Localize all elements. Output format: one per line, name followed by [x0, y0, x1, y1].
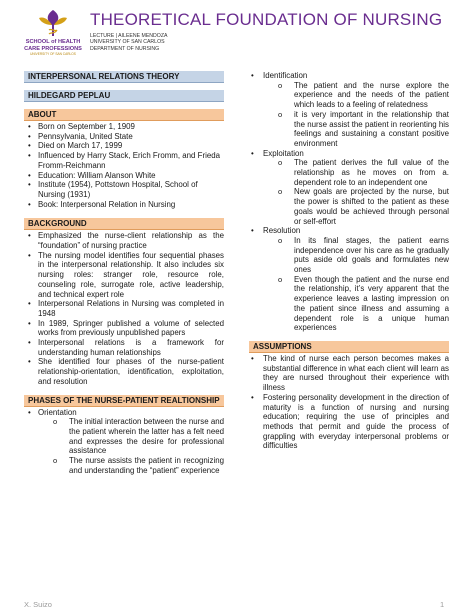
phase-orientation-label: Orientation [38, 407, 77, 417]
list-item: • Died on March 17, 1999 [24, 141, 224, 151]
logo-line-2: CARE PROFESSIONS [24, 46, 82, 53]
list-item: • Interpersonal Relations in Nursing was completed in 1948 [24, 299, 224, 318]
list-item: o The patient and the nurse explore the experience and the needs of the patient which leads to a feeling of relatedness [277, 81, 449, 110]
school-logo [20, 8, 86, 64]
list-item: • The nursing model identifies four sequential phases in the interpersonal relationship. It also includes six nursing roles: stranger role, resource role, counseling role, surrogate role, active leadership, and technical expert role [24, 251, 224, 300]
list-item [24, 408, 224, 476]
footer-author: X. Suizo [24, 600, 52, 609]
phase-identification-label: Identification [263, 71, 308, 80]
list-item: • Born on September 1, 1909 [24, 122, 224, 132]
list-item: • Education: William Alanson White [24, 171, 224, 181]
meta-lecture: LECTURE | AILEENE MENDOZA [90, 33, 168, 39]
phases-list [24, 408, 224, 476]
section-about-heading: ABOUT [24, 109, 224, 121]
meta-university: UNIVERSITY OF SAN CARLOS [90, 39, 165, 46]
list-item: o New goals are projected by the nurse, but the power is shifted to the patient as these goals would be achieved through personal or self-effort [277, 187, 449, 226]
list-item: • Institute (1954), Pottstown Hospital, School of Nursing (1931) [24, 180, 224, 199]
resolution-sublist [263, 236, 449, 333]
list-item: o The initial interaction between the nurse and the patient wherein the latter has a felt need and expresses the desire for professional assistance [52, 417, 224, 456]
document-meta [90, 33, 167, 52]
footer-page-number: 1 [440, 600, 445, 609]
exploitation-sublist [263, 158, 449, 226]
list-item: • Influenced by Harry Stack, Erich Fromm, and Frieda Fromm-Reichmann [24, 151, 224, 170]
list-item: • She identified four phases of the nurse-patient relationship-orientation, identification, exploitation, and resolution [24, 357, 224, 386]
school-emblem-icon [36, 8, 70, 38]
list-item: • The kind of nurse each person becomes makes a substantial difference in what each client will learn as they are nursed throughout their experience with illness [249, 354, 449, 393]
list-item: • In 1989, Springer published a volume of selected works from previously unpublished papers [24, 319, 224, 338]
about-list [24, 122, 224, 209]
list-item: o Even though the patient and the nurse end the relationship, it’s very apparent that the experience leaves a lasting impression on the patient since illness and assuming a dependent role is a unique human experiences [277, 275, 449, 333]
list-item: • Fostering personality development in the direction of maturity is a function of nursing and nursing education; requiring the use of principles and methods that permit and guide the process of grappling with everyday interpersonal problems or difficulties [249, 393, 449, 451]
list-item [249, 71, 449, 149]
background-list [24, 231, 224, 386]
list-item: o The patient derives the full value of the relationship as he moves on from a. dependent role to an independent one [277, 158, 449, 187]
assumptions-list [249, 354, 449, 451]
section-background-heading: BACKGROUND [24, 218, 224, 230]
list-item: • Pennsylvania, United State [24, 132, 224, 142]
list-item: • Interpersonal relations is a framework for understanding human relationships [24, 338, 224, 357]
phase-resolution-label: Resolution [263, 226, 301, 236]
meta-department: DEPARTMENT OF NURSING [90, 45, 160, 52]
list-item: • Book: Interpersonal Relation in Nursing [24, 200, 224, 210]
phase-exploitation-label: Exploitation [263, 148, 304, 158]
section-name-heading: HILDEGARD PEPLAU [24, 90, 224, 102]
list-item [249, 149, 449, 227]
left-column [24, 71, 224, 476]
page-header [0, 0, 474, 62]
right-column [249, 71, 449, 451]
list-item: o The nurse assists the patient in recognizing and understanding the “patient” experience [52, 456, 224, 475]
section-phases-heading: PHASES OF THE NURSE-PATIENT REALTIONSHIP [24, 395, 224, 407]
document-title: THEORETICAL FOUNDATION OF NURSING [90, 10, 443, 29]
orientation-sublist [38, 417, 224, 475]
identification-sublist [263, 81, 449, 149]
list-item [249, 226, 449, 333]
logo-line-1: SCHOOL of HEALTH [25, 39, 81, 45]
list-item: o it is very important in the relationship that the nurse assist the patient in reorienting his feelings and sustaining a constant positive environment [277, 110, 449, 149]
list-item: o In its final stages, the patient earns independence over his care as he gradually puts aside old goals and formulates new ones [277, 236, 449, 275]
section-theory-heading: INTERPERSONAL RELATIONS THEORY [24, 71, 224, 83]
list-item: • Emphasized the nurse-client relationship as the “foundation” of nursing practice [24, 231, 224, 250]
logo-line-3: UNIVERSITY OF SAN CARLOS [30, 52, 76, 57]
section-assumptions-heading: ASSUMPTIONS [249, 341, 449, 353]
phases-list-continued [249, 71, 449, 333]
